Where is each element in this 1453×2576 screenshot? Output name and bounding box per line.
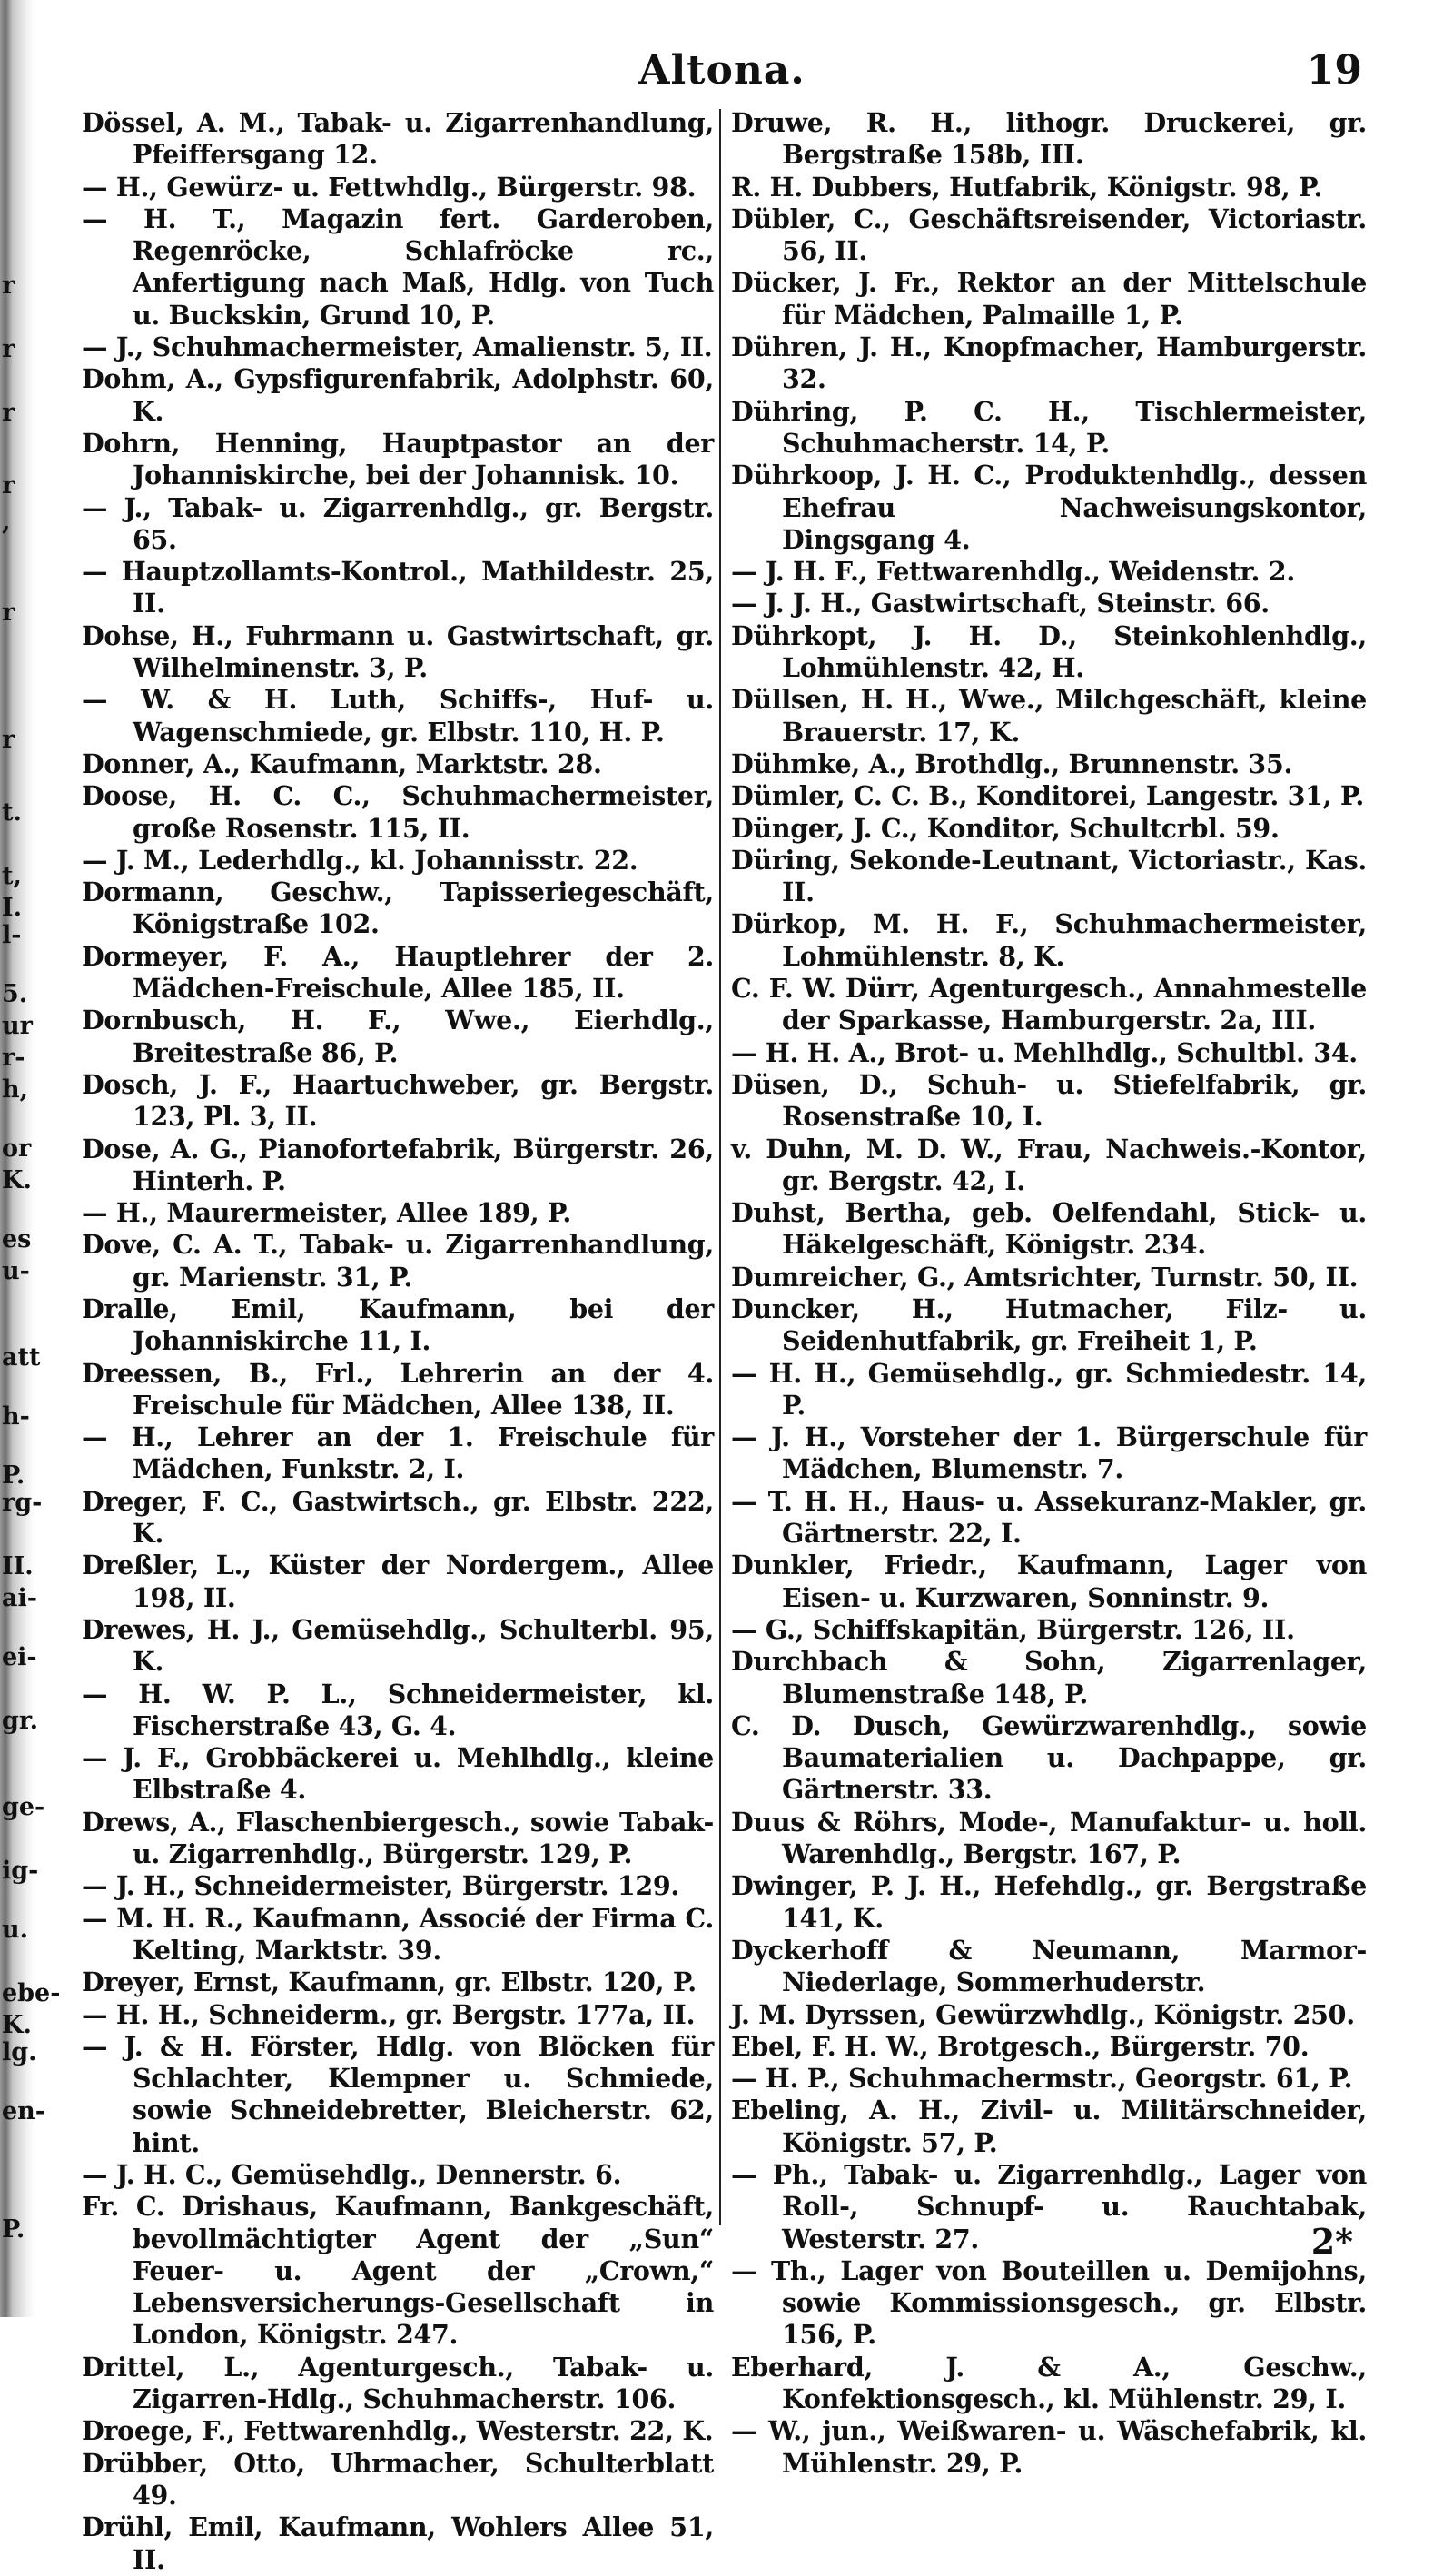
- directory-entry: Dosch, J. F., Haartuchweber, gr. Bergstr. 123, Pl. 3, II.: [82, 1068, 714, 1133]
- directory-entry: Doose, H. C. C., Schuhmachermeister, große Rosenstr. 115, II.: [82, 780, 714, 844]
- directory-entry: Duus & Röhrs, Mode-, Manufaktur- u. holl. Warenhdlg., Bergstr. 167, P.: [731, 1806, 1367, 1870]
- directory-entry: Dührkopt, J. H. D., Steinkohlenhdlg., Lohmühlenstr. 42, H.: [731, 619, 1367, 684]
- directory-entry: Düsen, D., Schuh- u. Stiefelfabrik, gr. Rosenstraße 10, I.: [731, 1068, 1367, 1133]
- margin-fragment: r-: [2, 1044, 25, 1072]
- margin-fragment: es: [2, 1225, 32, 1253]
- directory-entry: v. Duhn, M. D. W., Frau, Nachweis.-Kontor, gr. Bergstr. 42, I.: [731, 1133, 1367, 1196]
- margin-fragment: rg-: [2, 1489, 43, 1517]
- directory-entry: — J. H., Vorsteher der 1. Bürgerschule für Mädchen, Blumenstr. 7.: [731, 1422, 1367, 1485]
- margin-fragment: h,: [2, 1075, 29, 1104]
- directory-entry: — G., Schiffskapitän, Bürgerstr. 126, II.: [731, 1613, 1295, 1645]
- directory-entry: Düring, Sekonde-Leutnant, Victoriastr., Kas. II.: [731, 844, 1367, 908]
- directory-entry: Dyckerhoff & Neumann, Marmor-Niederlage, Sommerhuderstr.: [731, 1934, 1367, 1998]
- directory-entry: Dumreicher, G., Amtsrichter, Turnstr. 50, II.: [731, 1261, 1359, 1293]
- directory-entry: Drittel, L., Agenturgesch., Tabak- u. Zigarren-Hdlg., Schuhmacherstr. 106.: [82, 2351, 714, 2415]
- directory-entry: R. H. Dubbers, Hutfabrik, Königstr. 98, P.: [731, 171, 1323, 203]
- directory-entry: Durchbach & Sohn, Zigarrenlager, Blumenstraße 148, P.: [731, 1646, 1367, 1709]
- margin-fragment: I.: [2, 894, 23, 922]
- directory-entry: Dühren, J. H., Knopfmacher, Hamburgerstr. 32.: [731, 332, 1367, 395]
- directory-entry: — H. H., Gemüsehdlg., gr. Schmiedestr. 14, P.: [731, 1357, 1367, 1421]
- directory-entry: Dohrn, Henning, Hauptpastor an der Johanniskirche, bei der Johannisk. 10.: [82, 427, 714, 491]
- margin-fragment: u-: [2, 1257, 30, 1285]
- directory-entry: Dreger, F. C., Gastwirtsch., gr. Elbstr. 222, K.: [82, 1485, 714, 1550]
- margin-fragment: ei-: [2, 1643, 37, 1671]
- margin-fragment: t.: [2, 798, 22, 827]
- directory-entry: Dreessen, B., Frl., Lehrerin an der 4. Freischule für Mädchen, Allee 138, II.: [82, 1357, 714, 1421]
- directory-entry: Dreßler, L., Küster der Nordergem., Allee 198, II.: [82, 1550, 714, 1613]
- margin-fragment: att: [2, 1343, 41, 1372]
- directory-entry: Dose, A. G., Pianofortefabrik, Bürgerstr. 26, Hinterh. P.: [82, 1133, 714, 1196]
- directory-entry: Dürkop, M. H. F., Schuhmachermeister, Lohmühlenstr. 8, K.: [731, 908, 1367, 972]
- directory-entry: Dreyer, Ernst, Kaufmann, gr. Elbstr. 120, P.: [82, 1967, 697, 1998]
- signature-mark: 2*: [1310, 2221, 1353, 2262]
- directory-entry: Duncker, H., Hutmacher, Filz- u. Seidenhutfabrik, gr. Freiheit 1, P.: [731, 1293, 1367, 1357]
- directory-entry: — J., Tabak- u. Zigarrenhdlg., gr. Bergstr. 65.: [82, 491, 714, 555]
- directory-entry: Duhst, Bertha, geb. Oelfendahl, Stick- u. Häkelgeschäft, Königstr. 234.: [731, 1197, 1367, 1261]
- directory-entry: Dralle, Emil, Kaufmann, bei der Johanniskirche 11, I.: [82, 1293, 714, 1357]
- margin-fragment: r: [2, 726, 15, 754]
- margin-fragment: en-: [2, 2097, 46, 2125]
- margin-fragment: ur: [2, 1012, 33, 1040]
- margin-fragment: ig-: [2, 1857, 39, 1885]
- directory-entry: Drübber, Otto, Uhrmacher, Schulterblatt 49.: [82, 2447, 714, 2511]
- margin-fragment: ,: [2, 508, 11, 536]
- directory-entry: Dwinger, P. J. H., Hefehdlg., gr. Bergstraße 141, K.: [731, 1870, 1367, 1934]
- margin-fragment: P.: [2, 1461, 25, 1490]
- directory-entry: — J. H. C., Gemüsehdlg., Dennerstr. 6.: [82, 2159, 622, 2190]
- margin-fragment: r: [2, 335, 15, 363]
- directory-entry: — W. & H. Luth, Schiffs-, Huf- u. Wagenschmiede, gr. Elbstr. 110, H. P.: [82, 684, 714, 748]
- margin-fragment: u.: [2, 1916, 29, 1944]
- directory-entry: Dohm, A., Gypsfigurenfabrik, Adolphstr. 60, K.: [82, 363, 714, 427]
- directory-entry: — H. W. P. L., Schneidermeister, kl. Fischerstraße 43, G. 4.: [82, 1678, 714, 1741]
- margin-fragment: or: [2, 1134, 32, 1163]
- directory-entry: Dove, C. A. T., Tabak- u. Zigarrenhandlung, gr. Marienstr. 31, P.: [82, 1229, 714, 1293]
- margin-fragment: r: [2, 471, 15, 500]
- directory-entry: Dornbusch, H. F., Wwe., Eierhdlg., Breitestraße 86, P.: [82, 1005, 714, 1068]
- directory-entry: Dührkoop, J. H. C., Produktenhdlg., dessen Ehefrau Nachweisungskontor, Dingsgang 4.: [731, 460, 1367, 555]
- directory-entry: Fr. C. Drishaus, Kaufmann, Bankgeschäft, bevollmächtigter Agent der „Sun“ Feuer- u. Agent der „Crown,“ Lebensversicherungs-Gesellschaft in London, Königstr. 247.: [82, 2191, 714, 2351]
- directory-entry: — M. H. R., Kaufmann, Associé der Firma C. Kelting, Marktstr. 39.: [82, 1902, 714, 1966]
- directory-entry: Dümler, C. C. B., Konditorei, Langestr. 31, P.: [731, 780, 1364, 812]
- directory-entry: — H., Gewürz- u. Fettwhdlg., Bürgerstr. 98.: [82, 171, 697, 203]
- directory-entry: Drühl, Emil, Kaufmann, Wohlers Allee 51, II.: [82, 2512, 714, 2575]
- margin-fragment: r: [2, 272, 15, 300]
- directory-entry: Ebel, F. H. W., Brotgesch., Bürgerstr. 70.: [731, 2030, 1310, 2062]
- directory-entry: Dühring, P. C. H., Tischlermeister, Schuhmacherstr. 14, P.: [731, 395, 1367, 459]
- directory-entry: Dühmke, A., Brothdlg., Brunnenstr. 35.: [731, 748, 1293, 779]
- directory-entry: Ebeling, A. H., Zivil- u. Militärschneider, Königstr. 57, P.: [731, 2095, 1367, 2158]
- margin-fragment: r: [2, 599, 15, 627]
- directory-entry: Dormann, Geschw., Tapisseriegeschäft, Königstraße 102.: [82, 877, 714, 940]
- margin-fragment: t,: [2, 862, 22, 890]
- adjacent-page-margin: [0, 0, 61, 2317]
- directory-entry: Druwe, R. H., lithogr. Druckerei, gr. Bergstraße 158b, III.: [731, 107, 1367, 171]
- margin-fragment: gr.: [2, 1707, 39, 1735]
- directory-entry: — Ph., Tabak- u. Zigarrenhdlg., Lager von Roll-, Schnupf- u. Rauchtabak, Westerstr. 27.: [731, 2159, 1367, 2254]
- page-number: 19: [1306, 47, 1362, 94]
- directory-entry: Düllsen, H. H., Wwe., Milchgeschäft, kleine Brauerstr. 17, K.: [731, 684, 1367, 748]
- margin-fragment: h-: [2, 1402, 30, 1431]
- margin-fragment: ge-: [2, 1793, 45, 1821]
- margin-fragment: lg.: [2, 2038, 37, 2066]
- margin-fragment: K.: [2, 2011, 32, 2039]
- directory-entry: — H., Maurermeister, Allee 189, P.: [82, 1197, 571, 1229]
- directory-entry: — J., Schuhmachermeister, Amalienstr. 5, II.: [82, 332, 713, 363]
- margin-fragment: l-: [2, 921, 22, 949]
- directory-entry: — H., Lehrer an der 1. Freischule für Mädchen, Funkstr. 2, I.: [82, 1422, 714, 1485]
- page-title: Altona.: [638, 47, 806, 94]
- margin-fragment: 5.: [2, 980, 28, 1008]
- right-column: [731, 107, 1367, 2480]
- directory-entry: — H. H., Schneiderm., gr. Bergstr. 177a, II.: [82, 1998, 696, 2030]
- directory-entry: — H. H. A., Brot- u. Mehlhdlg., Schultbl. 34.: [731, 1036, 1358, 1068]
- margin-fragment: P.: [2, 2215, 25, 2244]
- directory-entry: J. M. Dyrssen, Gewürzwhdlg., Königstr. 250.: [731, 1998, 1355, 2030]
- directory-entry: Dübler, C., Geschäftsreisender, Victoriastr. 56, II.: [731, 203, 1367, 267]
- margin-fragment: r: [2, 399, 15, 427]
- margin-fragment: ai-: [2, 1584, 37, 1612]
- directory-entry: — J. H., Schneidermeister, Bürgerstr. 129.: [82, 1870, 680, 1902]
- directory-entry: Drewes, H. J., Gemüsehdlg., Schulterbl. 95, K.: [82, 1613, 714, 1678]
- directory-entry: Eberhard, J. & A., Geschw., Konfektionsgesch., kl. Mühlenstr. 29, I.: [731, 2351, 1367, 2415]
- directory-entry: — J. J. H., Gastwirtschaft, Steinstr. 66.: [731, 588, 1270, 619]
- directory-entry: — Th., Lager von Bouteillen u. Demijohns, sowie Kommissionsgesch., gr. Elbstr. 156, P.: [731, 2254, 1367, 2351]
- left-column: [82, 107, 714, 2576]
- directory-entry: Dunkler, Friedr., Kaufmann, Lager von Eisen- u. Kurzwaren, Sonninstr. 9.: [731, 1550, 1367, 1613]
- directory-entry: — H. T., Magazin fert. Garderoben, Regenröcke, Schlafröcke rc., Anfertigung nach Maß, Hdlg. von Tuch u. Buckskin, Grund 10, P.: [82, 203, 714, 331]
- directory-entry: Droege, F., Fettwarenhdlg., Westerstr. 22, K.: [82, 2415, 714, 2447]
- directory-entry: Dünger, J. C., Konditor, Schultcrbl. 59.: [731, 812, 1280, 844]
- directory-entry: Dücker, J. Fr., Rektor an der Mittelschule für Mädchen, Palmaille 1, P.: [731, 267, 1367, 331]
- directory-entry: — J. M., Lederhdlg., kl. Johannisstr. 22.: [82, 844, 638, 876]
- directory-entry: — J. F., Grobbäckerei u. Mehlhdlg., kleine Elbstraße 4.: [82, 1742, 714, 1806]
- margin-fragment: ebe-: [2, 1979, 61, 2007]
- directory-entry: C. F. W. Dürr, Agenturgesch., Annahmestelle der Sparkasse, Hamburgerstr. 2a, III.: [731, 973, 1367, 1036]
- margin-fragment: K.: [2, 1166, 32, 1194]
- directory-entry: — Hauptzollamts-Kontrol., Mathildestr. 25, II.: [82, 556, 714, 619]
- directory-entry: — W., jun., Weißwaren- u. Wäschefabrik, kl. Mühlenstr. 29, P.: [731, 2415, 1367, 2479]
- directory-entry: Drews, A., Flaschenbiergesch., sowie Tabak- u. Zigarrenhdlg., Bürgerstr. 129, P.: [82, 1806, 714, 1870]
- directory-entry: — H. P., Schuhmachermstr., Georgstr. 61, P.: [731, 2063, 1353, 2095]
- directory-entry: — J. H. F., Fettwarenhdlg., Weidenstr. 2.: [731, 556, 1295, 588]
- directory-entry: — T. H. H., Haus- u. Assekuranz-Makler, gr. Gärtnerstr. 22, I.: [731, 1485, 1367, 1550]
- directory-entry: Dössel, A. M., Tabak- u. Zigarrenhandlung, Pfeiffersgang 12.: [82, 107, 714, 171]
- column-divider: [719, 109, 721, 2225]
- directory-entry: C. D. Dusch, Gewürzwarenhdlg., sowie Baumaterialien u. Dachpappe, gr. Gärtnerstr. 33.: [731, 1709, 1367, 1806]
- directory-entry: Dormeyer, F. A., Hauptlehrer der 2. Mädchen-Freischule, Allee 185, II.: [82, 940, 714, 1005]
- directory-entry: Donner, A., Kaufmann, Marktstr. 28.: [82, 748, 602, 779]
- margin-fragment: II.: [2, 1552, 34, 1580]
- page-header: [82, 47, 1362, 102]
- directory-entry: — J. & H. Förster, Hdlg. von Blöcken für Schlachter, Klempner u. Schmiede, sowie Schneidebretter, Bleicherstr. 62, hint.: [82, 2030, 714, 2158]
- directory-entry: Dohse, H., Fuhrmann u. Gastwirtschaft, gr. Wilhelminenstr. 3, P.: [82, 619, 714, 684]
